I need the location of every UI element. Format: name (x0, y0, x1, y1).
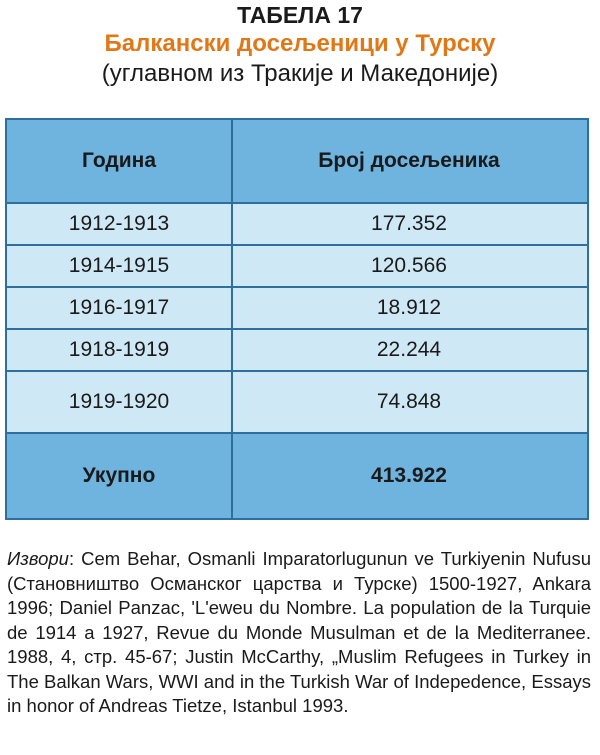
row-year: 1914-1915 (68, 254, 170, 277)
row-year: 1912-1913 (68, 212, 170, 235)
table-row (7, 330, 587, 370)
table-row (7, 204, 587, 244)
total-count: 413.922 (371, 464, 447, 487)
immigrants-table (5, 118, 589, 520)
row-year: 1918-1919 (68, 338, 170, 361)
table-number-title: ТАБЕЛА 17 (237, 2, 363, 28)
row-count: 177.352 (371, 212, 447, 235)
table-subtitle-note: (углавном из Тракије и Македоније) (101, 60, 499, 87)
table-row (7, 246, 587, 286)
total-label: Укупно (82, 464, 156, 487)
sources-note (7, 547, 591, 719)
table-subtitle: Балкански досељеници у Турску (104, 30, 496, 57)
header-count: Број досељеника (318, 149, 500, 172)
header-year: Година (81, 149, 156, 172)
table-total-row (7, 434, 587, 518)
table-header-row (7, 120, 587, 202)
row-count: 120.566 (371, 254, 447, 277)
sources-label: Извори (7, 548, 69, 569)
row-year: 1919-1920 (68, 390, 170, 413)
row-count: 22.244 (376, 338, 442, 361)
row-count: 18.912 (376, 296, 442, 319)
row-year: 1916-1917 (68, 296, 170, 319)
table-row (7, 372, 587, 432)
sources-text: : Cem Behar, Osmanli Imparatorlugunun ve Turkiyenin Nufusu (Становништво Османског царства и Турске) 1500-1927, Ankara 1996; Daniel Panzac, 'L'eweu du Nombre. La population de la Turquie de 1914 a 1927, Revue du Monde Musulman et de la Mediterranee. 1988, 4, стр. 45-67; Justin McCarthy, „Muslim Refugees in Turkey in The Balkan Wars, WWI and in the Turkish War of Indepedence, Essays in honor of Andreas Tietze, Istanbul 1993. (7, 548, 591, 716)
row-count: 74.848 (376, 390, 442, 413)
table-row (7, 288, 587, 328)
column-divider (231, 120, 233, 518)
